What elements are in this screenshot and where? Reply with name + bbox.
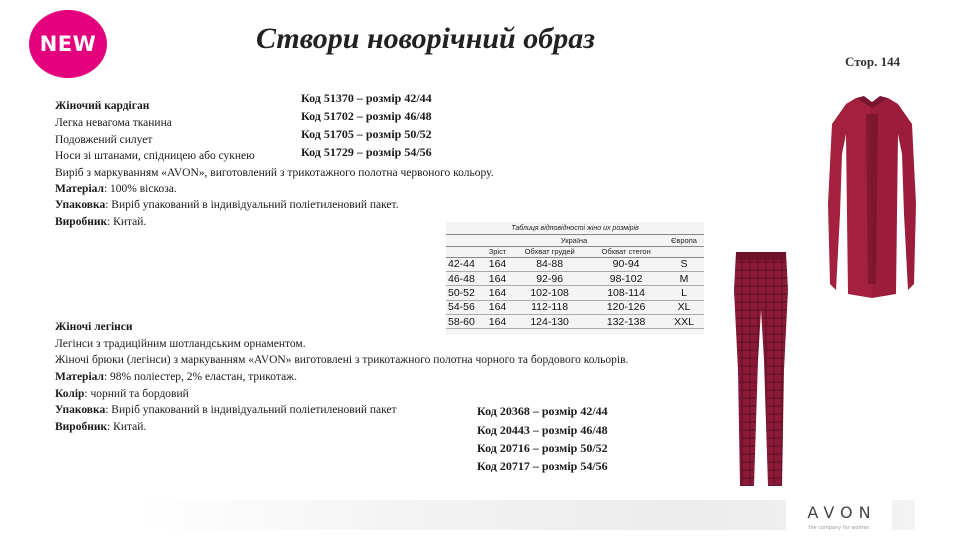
cardigan-material xyxy=(55,181,177,197)
cardigan-line-2: Подовжений силует xyxy=(55,134,153,146)
cardigan-package xyxy=(55,197,399,213)
cardigan-code-4: Код 51729 – розмір 54/56 xyxy=(301,145,432,159)
leggings-maker-label: Виробник xyxy=(55,421,108,433)
leggings-heading: Жіночі легінси xyxy=(55,321,133,333)
size-table-caption: Таблиця відповідності жіно их розмірів xyxy=(446,222,704,235)
table-cell: 58-60 xyxy=(446,315,484,329)
size-table-header-height: Зріст xyxy=(484,246,511,257)
avon-tagline: the company for women xyxy=(808,525,870,531)
cardigan-image xyxy=(826,94,918,302)
leggings-line-1: Легінси з традиційним шотландським орнаментом. xyxy=(55,338,306,350)
new-badge xyxy=(29,10,107,78)
leggings-material xyxy=(55,369,297,385)
table-row xyxy=(446,257,704,271)
leggings-package xyxy=(55,402,397,418)
leggings-code-1: Код 20368 – розмір 42/44 xyxy=(477,404,608,418)
cardigan-description: Виріб з маркуванням «AVON», виготовлений з трикотажного полотна червоного кольору. xyxy=(55,167,494,179)
page-title: Створи новорічний образ xyxy=(256,22,595,55)
leggings-package-label: Упаковка xyxy=(55,404,106,416)
table-cell: 108-114 xyxy=(588,286,664,300)
leggings-image xyxy=(730,250,792,488)
cardigan-code-3: Код 51705 – розмір 50/52 xyxy=(301,127,432,141)
leggings-maker-value: : Китай. xyxy=(107,421,147,433)
avon-logo xyxy=(786,498,892,536)
size-table xyxy=(446,222,704,335)
leggings-code-2: Код 20443 – розмір 46/48 xyxy=(477,423,608,437)
table-row xyxy=(446,271,704,285)
table-cell: 98-102 xyxy=(588,271,664,285)
size-table-group-header: Україна xyxy=(484,235,664,246)
leggings-color xyxy=(55,386,189,402)
cardigan-package-value: : Виріб упакований в індивідуальний поліетиленовий пакет. xyxy=(105,199,399,211)
cardigan-heading: Жіночий кардіган xyxy=(55,100,150,112)
table-cell: M xyxy=(664,271,704,285)
table-cell: 90-94 xyxy=(588,257,664,271)
leggings-color-value: : чорний та бордовий xyxy=(84,388,189,400)
size-table-group-spacer xyxy=(446,235,484,246)
table-cell: 92-96 xyxy=(511,271,588,285)
table-cell: 164 xyxy=(484,315,511,329)
table-cell: 84-88 xyxy=(511,257,588,271)
leggings-package-value: : Виріб упакований в індивідуальний поліетиленовий пакет xyxy=(105,404,397,416)
new-badge-label: NEW xyxy=(39,32,97,56)
leggings-code-4: Код 20717 – розмір 54/56 xyxy=(477,459,608,473)
table-row xyxy=(446,300,704,314)
table-cell: 42-44 xyxy=(446,257,484,271)
table-cell: 164 xyxy=(484,286,511,300)
cardigan-material-value: : 100% віскоза. xyxy=(103,183,177,195)
table-cell: 124-130 xyxy=(511,315,588,329)
leggings-color-label: Колір xyxy=(55,388,85,400)
table-cell: 102-108 xyxy=(511,286,588,300)
size-table-header-size xyxy=(446,246,484,257)
table-row xyxy=(446,315,704,329)
table-cell: L xyxy=(664,286,704,300)
table-cell: 112-118 xyxy=(511,300,588,314)
leggings-description: Жіночі брюки (легінси) з маркуванням «AVON» виготовлені з трикотажного полотна чорного та бордового кольорів. xyxy=(55,354,629,366)
leggings-code-3: Код 20716 – розмір 50/52 xyxy=(477,441,608,455)
cardigan-maker-label: Виробник xyxy=(55,216,108,228)
cardigan-code-1: Код 51370 – розмір 42/44 xyxy=(301,91,432,105)
avon-brand: AVON xyxy=(807,503,877,522)
table-cell: 46-48 xyxy=(446,271,484,285)
cardigan-code-2: Код 51702 – розмір 46/48 xyxy=(301,109,432,123)
table-cell: 164 xyxy=(484,257,511,271)
size-table-header-europe: Європа xyxy=(664,235,704,246)
leggings-maker xyxy=(55,419,146,435)
table-cell: 54-56 xyxy=(446,300,484,314)
table-cell: 164 xyxy=(484,300,511,314)
size-table-header-chest: Обхват грудей xyxy=(511,246,588,257)
cardigan-maker-value: : Китай. xyxy=(107,216,147,228)
cardigan-material-label: Матеріал xyxy=(55,183,104,195)
cardigan-package-label: Упаковка xyxy=(55,199,106,211)
table-cell: 120-126 xyxy=(588,300,664,314)
leggings-material-label: Матеріал xyxy=(55,371,104,383)
cardigan-line-3: Носи зі штанами, спідницею або сукнею xyxy=(55,150,255,162)
cardigan-line-1: Легка невагома тканина xyxy=(55,117,172,129)
size-table-header-hips: Обхват стегон xyxy=(588,246,664,257)
cardigan-maker xyxy=(55,214,146,230)
table-cell: XL xyxy=(664,300,704,314)
leggings-material-value: : 98% поліестер, 2% еластан, трикотаж. xyxy=(103,371,297,383)
page-number: Стор. 144 xyxy=(845,54,901,69)
table-cell: 132-138 xyxy=(588,315,664,329)
size-table-header-blank xyxy=(664,246,704,257)
table-row xyxy=(446,286,704,300)
table-cell: 164 xyxy=(484,271,511,285)
table-cell: 50-52 xyxy=(446,286,484,300)
table-cell: S xyxy=(664,257,704,271)
table-cell: XXL xyxy=(664,315,704,329)
